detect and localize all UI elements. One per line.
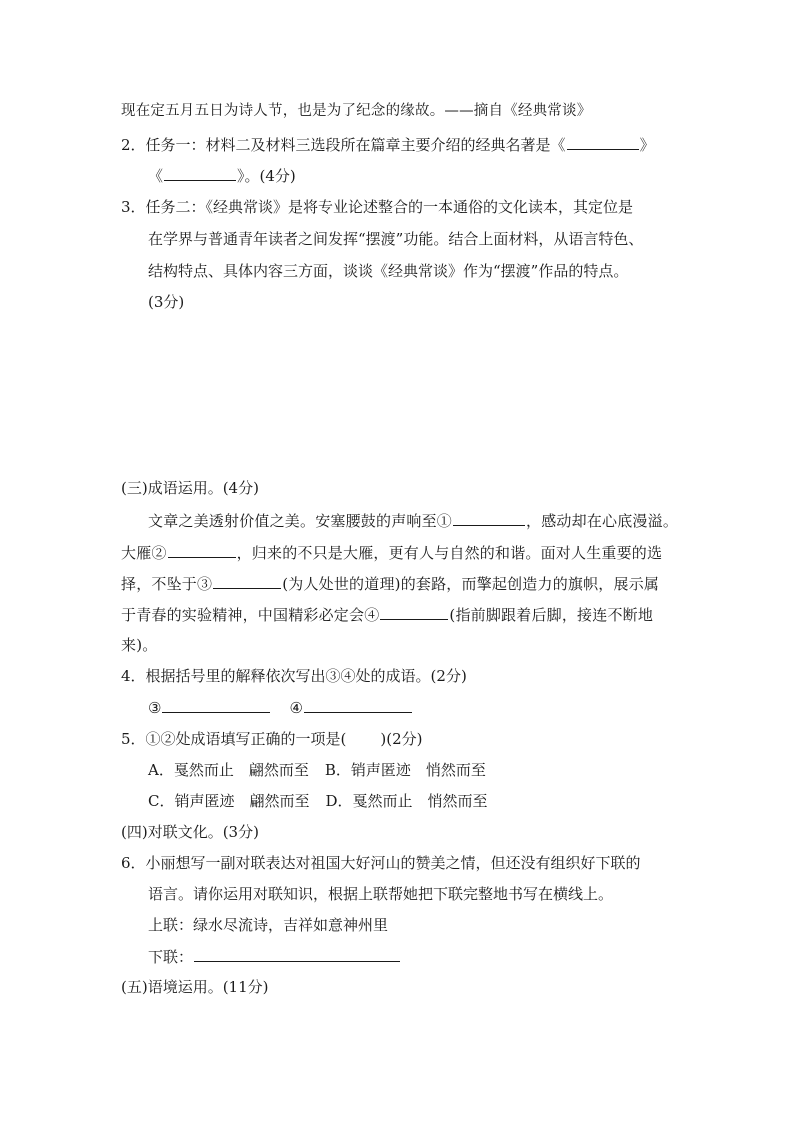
question-5-number: 5． [121,730,146,748]
lower-couplet-row [148,946,401,967]
option-a[interactable]: A．戛然而止 翩然而至 [148,761,309,779]
question-5-text: ①②处成语填写正确的一项是( [145,730,347,748]
question-3-score: (3分) [148,293,185,311]
question-3-line3: 结构特点、具体内容三方面，谈谈《经典常谈》作为“摆渡”作品的特点。 [148,262,629,280]
question-2-score: 》。(4分) [237,167,296,185]
passage-text: 择，不坠于③ [121,575,213,593]
book-bracket: 》 [639,136,655,154]
section-3-passage-line3 [121,573,659,594]
answer-blank-2[interactable] [168,542,236,558]
question-4 [121,666,467,686]
option-c[interactable]: C．销声匿迹 翩然而至 [148,792,310,810]
answer-blank-3-idiom[interactable] [162,697,270,713]
passage-text: 于青春的实验精神，中国精彩必定会④ [121,606,380,624]
option-d[interactable]: D．戛然而止 悄然而至 [325,792,488,810]
question-4-text: 根据括号里的解释依次写出③④处的成语。(2分) [145,667,467,685]
question-6-line1 [121,853,641,873]
passage-text: ，归来的不只是大雁，更有人与自然的和谐。面对人生重要的选 [236,544,663,562]
section-3-heading: (三)成语运用。(4分) [121,479,259,497]
question-5 [121,729,423,749]
question-6-text: 小丽想写一副对联表达对祖国大好河山的赞美之情，但还没有组织好下联的 [145,854,641,872]
question-3-number: 3． [121,198,146,216]
question-2-number: 2． [121,136,146,154]
answer-label-4: ④ [289,699,303,717]
question-2-line2 [148,165,296,186]
lower-couplet-label: 下联： [148,948,194,966]
question-4-answers [148,697,413,718]
question-5-options-row2 [148,791,488,811]
answer-blank-1[interactable] [453,510,525,526]
answer-blank[interactable] [567,134,639,150]
answer-blank-4[interactable] [380,604,448,620]
question-4-number: 4． [121,667,146,685]
section-3-passage-line1 [148,510,678,531]
question-5-score: )(2分) [380,730,423,748]
question-3-line1 [121,197,633,217]
section-3-passage-line5: 来)。 [121,636,158,654]
answer-blank-4-idiom[interactable] [304,697,412,713]
question-6-number: 6． [121,854,146,872]
passage-text: 大雁② [121,544,167,562]
section-5-heading: (五)语境运用。(11分) [121,978,269,996]
material-tail: 现在定五月五日为诗人节，也是为了纪念的缘故。——摘自《经典常谈》 [121,103,592,119]
option-b[interactable]: B．销声匿迹 悄然而至 [324,761,486,779]
question-6-line2: 语言。请你运用对联知识，根据上联帮她把下联完整地书写在横线上。 [148,885,614,903]
question-3-text: 任务二：《经典常谈》是将专业论述整合的一本通俗的文化读本，其定位是 [145,198,634,216]
question-3-line2: 在学界与普通青年读者之间发挥“摆渡”功能。结合上面材料，从语言特色、 [148,230,644,248]
answer-blank-3[interactable] [213,573,281,589]
passage-text: 文章之美透射价值之美。安塞腰鼓的声响至① [148,512,453,530]
section-3-passage-line4 [121,604,653,625]
lower-couplet-blank[interactable] [194,946,400,962]
passage-text: ，感动却在心底漫溢。 [526,512,679,530]
passage-text: (为人处世的道理)的套路，而擎起创造力的旗帜，展示属 [282,575,660,593]
section-3-passage-line2 [121,542,662,563]
question-2-line1 [121,134,655,155]
passage-text: (指前脚跟着后脚，接连不断地 [449,606,654,624]
answer-blank[interactable] [164,165,236,181]
question-5-options-row1 [148,760,486,780]
book-bracket: 《 [148,167,164,185]
upper-couplet: 上联：绿水尽流诗，吉祥如意神州里 [148,916,389,934]
question-2-text: 任务一：材料二及材料三选段所在篇章主要介绍的经典名著是《 [145,136,566,154]
answer-label-3: ③ [148,699,162,717]
section-4-heading: (四)对联文化。(3分) [121,823,259,841]
